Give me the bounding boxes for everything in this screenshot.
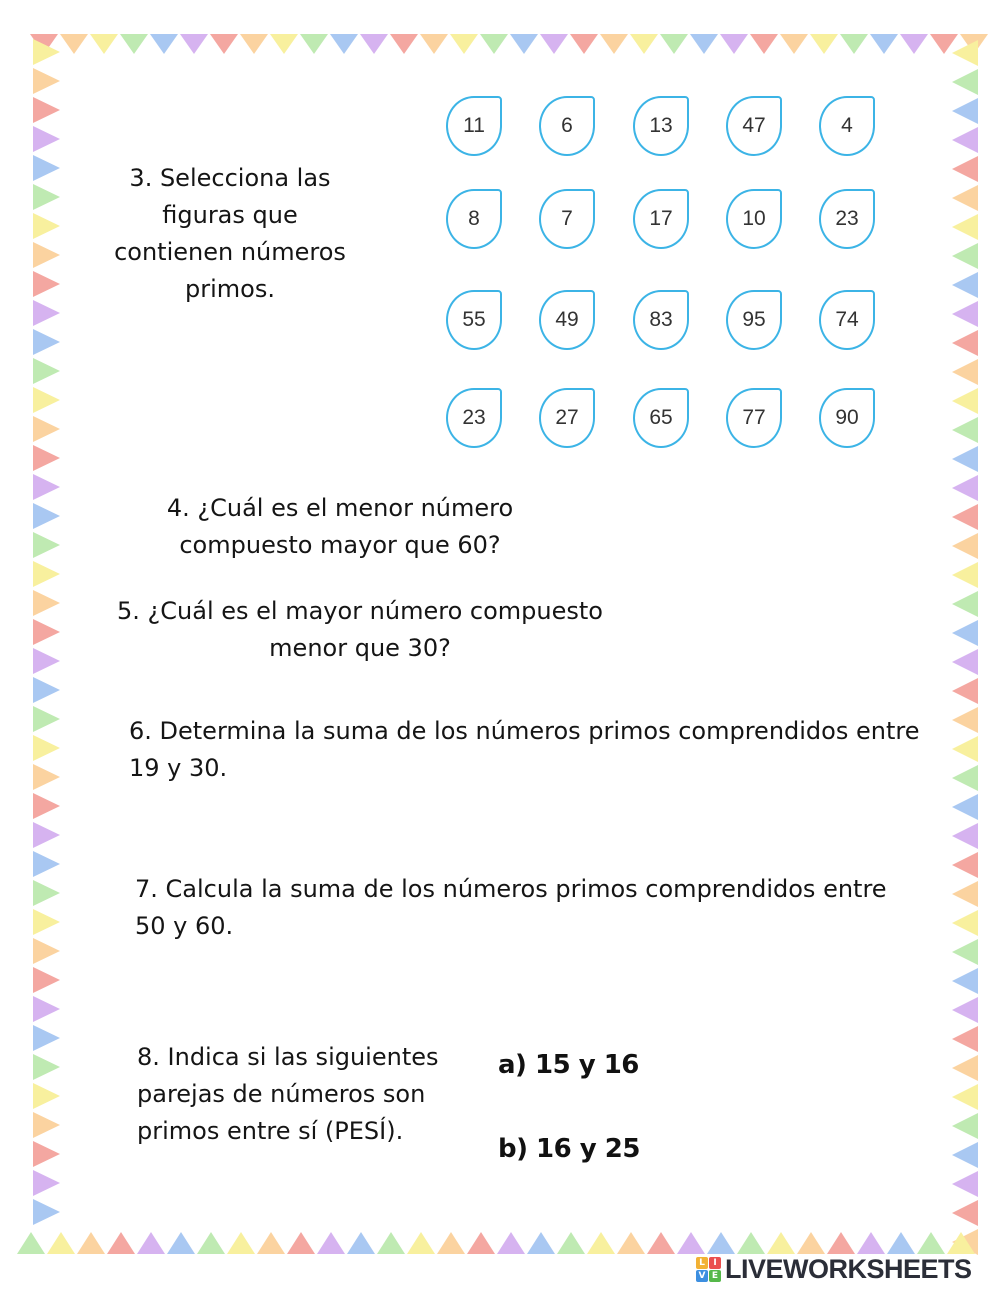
bunting-flag: [33, 155, 60, 181]
bunting-flag: [33, 619, 60, 645]
bunting-flag: [767, 1232, 795, 1254]
bunting-flag: [33, 590, 60, 616]
bunting-flag: [527, 1232, 555, 1254]
bunting-flag: [952, 649, 978, 675]
bunting-flag: [90, 34, 118, 54]
bunting-flag: [33, 387, 60, 413]
bunting-flag: [952, 69, 978, 95]
bunting-flag: [952, 446, 978, 472]
question-4-line: 4. ¿Cuál es el menor número: [166, 494, 514, 522]
option-b: b) 16 y 25: [498, 1134, 640, 1164]
question-3: [110, 160, 350, 308]
bunting-flag: [737, 1232, 765, 1254]
bunting-flag: [887, 1232, 915, 1254]
logo-text: LIVEWORKSHEETS: [725, 1254, 972, 1284]
bunting-flag: [33, 938, 60, 964]
bunting-flag: [240, 34, 268, 54]
question-5-line: menor que 30?: [269, 634, 451, 662]
bunting-flag: [317, 1232, 345, 1254]
question-6: [129, 713, 929, 787]
logo-letter: V: [696, 1270, 708, 1282]
bunting-flag: [952, 388, 978, 414]
bunting-flag: [227, 1232, 255, 1254]
bunting-flag: [437, 1232, 465, 1254]
bunting-flag: [33, 1199, 60, 1225]
bunting-flag: [952, 417, 978, 443]
number-drop[interactable]: 55: [446, 290, 502, 350]
bunting-flag: [120, 34, 148, 54]
question-6-line: 19 y 30.: [129, 754, 228, 782]
bunting-flag: [33, 735, 60, 761]
bunting-flag: [33, 184, 60, 210]
question-8: [137, 1039, 477, 1150]
bunting-flag: [33, 793, 60, 819]
bunting-flag: [33, 1083, 60, 1109]
bunting-flag: [952, 591, 978, 617]
number-drop[interactable]: 11: [446, 96, 502, 156]
bunting-flag: [952, 707, 978, 733]
bunting-flag: [952, 1142, 978, 1168]
bunting-flag: [33, 126, 60, 152]
bunting-flag: [952, 1113, 978, 1139]
bunting-flag: [210, 34, 238, 54]
bunting-flag: [952, 939, 978, 965]
bunting-flag: [647, 1232, 675, 1254]
bunting-flag: [952, 823, 978, 849]
bunting-flag: [587, 1232, 615, 1254]
bunting-flag: [857, 1232, 885, 1254]
question-8-line: parejas de números son: [137, 1080, 426, 1108]
bunting-flag: [510, 34, 538, 54]
bunting-flag: [150, 34, 178, 54]
question-8-line: 8. Indica si las siguientes: [137, 1043, 439, 1071]
bunting-flag: [407, 1232, 435, 1254]
question-6-line: 6. Determina la suma de los números primos comprendidos entre: [129, 717, 920, 745]
bunting-flag: [287, 1232, 315, 1254]
bunting-flag: [33, 532, 60, 558]
logo-letter: I: [709, 1257, 721, 1269]
bunting-flag: [617, 1232, 645, 1254]
bunting-flag: [33, 1141, 60, 1167]
bunting-flag: [450, 34, 478, 54]
bunting-flag: [33, 1054, 60, 1080]
bunting-flag: [952, 533, 978, 559]
bunting-flag: [952, 678, 978, 704]
bunting-flag: [952, 736, 978, 762]
number-drop[interactable]: 90: [819, 388, 875, 448]
bunting-flag: [33, 1170, 60, 1196]
number-drop[interactable]: 23: [446, 388, 502, 448]
bunting-flag: [33, 851, 60, 877]
bunting-flag: [33, 1112, 60, 1138]
bunting-flag: [33, 300, 60, 326]
bunting-flag: [33, 1025, 60, 1051]
bunting-flag: [952, 562, 978, 588]
bunting-flag: [677, 1232, 705, 1254]
bunting-flag: [952, 881, 978, 907]
bunting-flag: [930, 34, 958, 54]
bunting-flag: [33, 474, 60, 500]
bunting-flag: [33, 706, 60, 732]
bunting-flag: [347, 1232, 375, 1254]
bunting-flag: [952, 1055, 978, 1081]
bunting-flag: [33, 880, 60, 906]
number-drop[interactable]: 95: [726, 290, 782, 350]
bunting-flag: [952, 156, 978, 182]
bunting-flag: [33, 416, 60, 442]
bunting-flag: [870, 34, 898, 54]
number-drop[interactable]: 17: [633, 189, 689, 249]
bunting-flag: [257, 1232, 285, 1254]
bunting-flag: [810, 34, 838, 54]
bunting-flag: [17, 1232, 45, 1254]
bunting-flag: [952, 910, 978, 936]
number-drop[interactable]: 4: [819, 96, 875, 156]
bunting-flag: [33, 329, 60, 355]
bunting-flag: [33, 822, 60, 848]
logo-icon: [696, 1257, 721, 1282]
bunting-flag: [540, 34, 568, 54]
bunting-flag: [33, 648, 60, 674]
bunting-flag: [952, 330, 978, 356]
bunting-flag: [952, 359, 978, 385]
bunting-flag: [952, 852, 978, 878]
bunting-flag: [497, 1232, 525, 1254]
liveworksheets-logo: [696, 1254, 972, 1285]
number-drop[interactable]: 10: [726, 189, 782, 249]
number-drop[interactable]: 77: [726, 388, 782, 448]
bunting-flag: [570, 34, 598, 54]
number-drop[interactable]: 13: [633, 96, 689, 156]
bunting-flag: [840, 34, 868, 54]
bunting-flag: [952, 620, 978, 646]
bunting-flag: [557, 1232, 585, 1254]
bunting-flag: [33, 909, 60, 935]
question-4-line: compuesto mayor que 60?: [179, 531, 501, 559]
bunting-flag: [60, 34, 88, 54]
question-5: [100, 593, 620, 667]
bunting-flag: [952, 997, 978, 1023]
bunting-flag: [420, 34, 448, 54]
bunting-flag: [330, 34, 358, 54]
bunting-flag: [107, 1232, 135, 1254]
number-drop[interactable]: 8: [446, 189, 502, 249]
bunting-flag: [780, 34, 808, 54]
bunting-flag: [137, 1232, 165, 1254]
bunting-flag: [952, 1171, 978, 1197]
bunting-flag: [952, 794, 978, 820]
bunting-flag: [360, 34, 388, 54]
bunting-flag: [720, 34, 748, 54]
number-drop[interactable]: 83: [633, 290, 689, 350]
bunting-flag: [952, 243, 978, 269]
logo-letter: E: [709, 1270, 721, 1282]
bunting-flag: [952, 98, 978, 124]
bunting-flag: [197, 1232, 225, 1254]
question-7-line: 7. Calcula la suma de los números primos comprendidos entre: [135, 875, 887, 903]
bunting-flag: [167, 1232, 195, 1254]
bunting-flag: [390, 34, 418, 54]
number-drop[interactable]: 74: [819, 290, 875, 350]
question-3-line: 3. Selecciona las: [129, 164, 331, 192]
bunting-flag: [33, 358, 60, 384]
bunting-flag: [77, 1232, 105, 1254]
question-7-line: 50 y 60.: [135, 912, 234, 940]
bunting-flag: [33, 996, 60, 1022]
question-3-line: primos.: [185, 275, 275, 303]
question-4: [140, 490, 540, 564]
question-5-line: 5. ¿Cuál es el mayor número compuesto: [117, 597, 603, 625]
bunting-flag: [952, 968, 978, 994]
bunting-flag: [33, 97, 60, 123]
bunting-flag: [952, 272, 978, 298]
bunting-flag: [300, 34, 328, 54]
bunting-flag: [33, 68, 60, 94]
number-drop[interactable]: 7: [539, 189, 595, 249]
number-drop[interactable]: 49: [539, 290, 595, 350]
question-3-line: figuras que: [162, 201, 298, 229]
bunting-flag: [952, 1200, 978, 1226]
question-8-line: primos entre sí (PESÍ).: [137, 1117, 404, 1145]
bunting-flag: [707, 1232, 735, 1254]
bunting-flag: [467, 1232, 495, 1254]
bunting-flag: [952, 475, 978, 501]
bunting-flag: [600, 34, 628, 54]
bunting-flag: [33, 764, 60, 790]
bunting-flag: [33, 445, 60, 471]
bunting-flag: [952, 765, 978, 791]
number-drop[interactable]: 65: [633, 388, 689, 448]
bunting-flag: [952, 214, 978, 240]
bunting-flag: [270, 34, 298, 54]
bunting-flag: [33, 271, 60, 297]
bunting-flag: [47, 1232, 75, 1254]
question-7: [135, 871, 925, 945]
number-drop[interactable]: 23: [819, 189, 875, 249]
bunting-flag: [33, 561, 60, 587]
bunting-flag: [827, 1232, 855, 1254]
bunting-flag: [952, 1084, 978, 1110]
bunting-flag: [33, 213, 60, 239]
option-a: a) 15 y 16: [498, 1050, 639, 1080]
logo-letter: L: [696, 1257, 708, 1269]
bunting-flag: [917, 1232, 945, 1254]
bunting-flag: [480, 34, 508, 54]
bunting-flag: [630, 34, 658, 54]
bunting-flag: [660, 34, 688, 54]
bunting-flag: [952, 504, 978, 530]
bunting-flag: [377, 1232, 405, 1254]
number-drop[interactable]: 47: [726, 96, 782, 156]
bunting-flag: [33, 677, 60, 703]
bunting-flag: [952, 127, 978, 153]
bunting-flag: [952, 185, 978, 211]
bunting-flag: [33, 242, 60, 268]
bunting-flag: [33, 503, 60, 529]
bunting-flag: [690, 34, 718, 54]
bunting-flag: [952, 301, 978, 327]
bunting-flag: [180, 34, 208, 54]
bunting-flag: [900, 34, 928, 54]
number-drop[interactable]: 27: [539, 388, 595, 448]
bunting-flag: [952, 40, 978, 66]
question-3-line: contienen números: [114, 238, 346, 266]
bunting-flag: [33, 967, 60, 993]
bunting-flag: [952, 1026, 978, 1052]
number-drop[interactable]: 6: [539, 96, 595, 156]
bunting-flag: [797, 1232, 825, 1254]
bunting-flag: [750, 34, 778, 54]
